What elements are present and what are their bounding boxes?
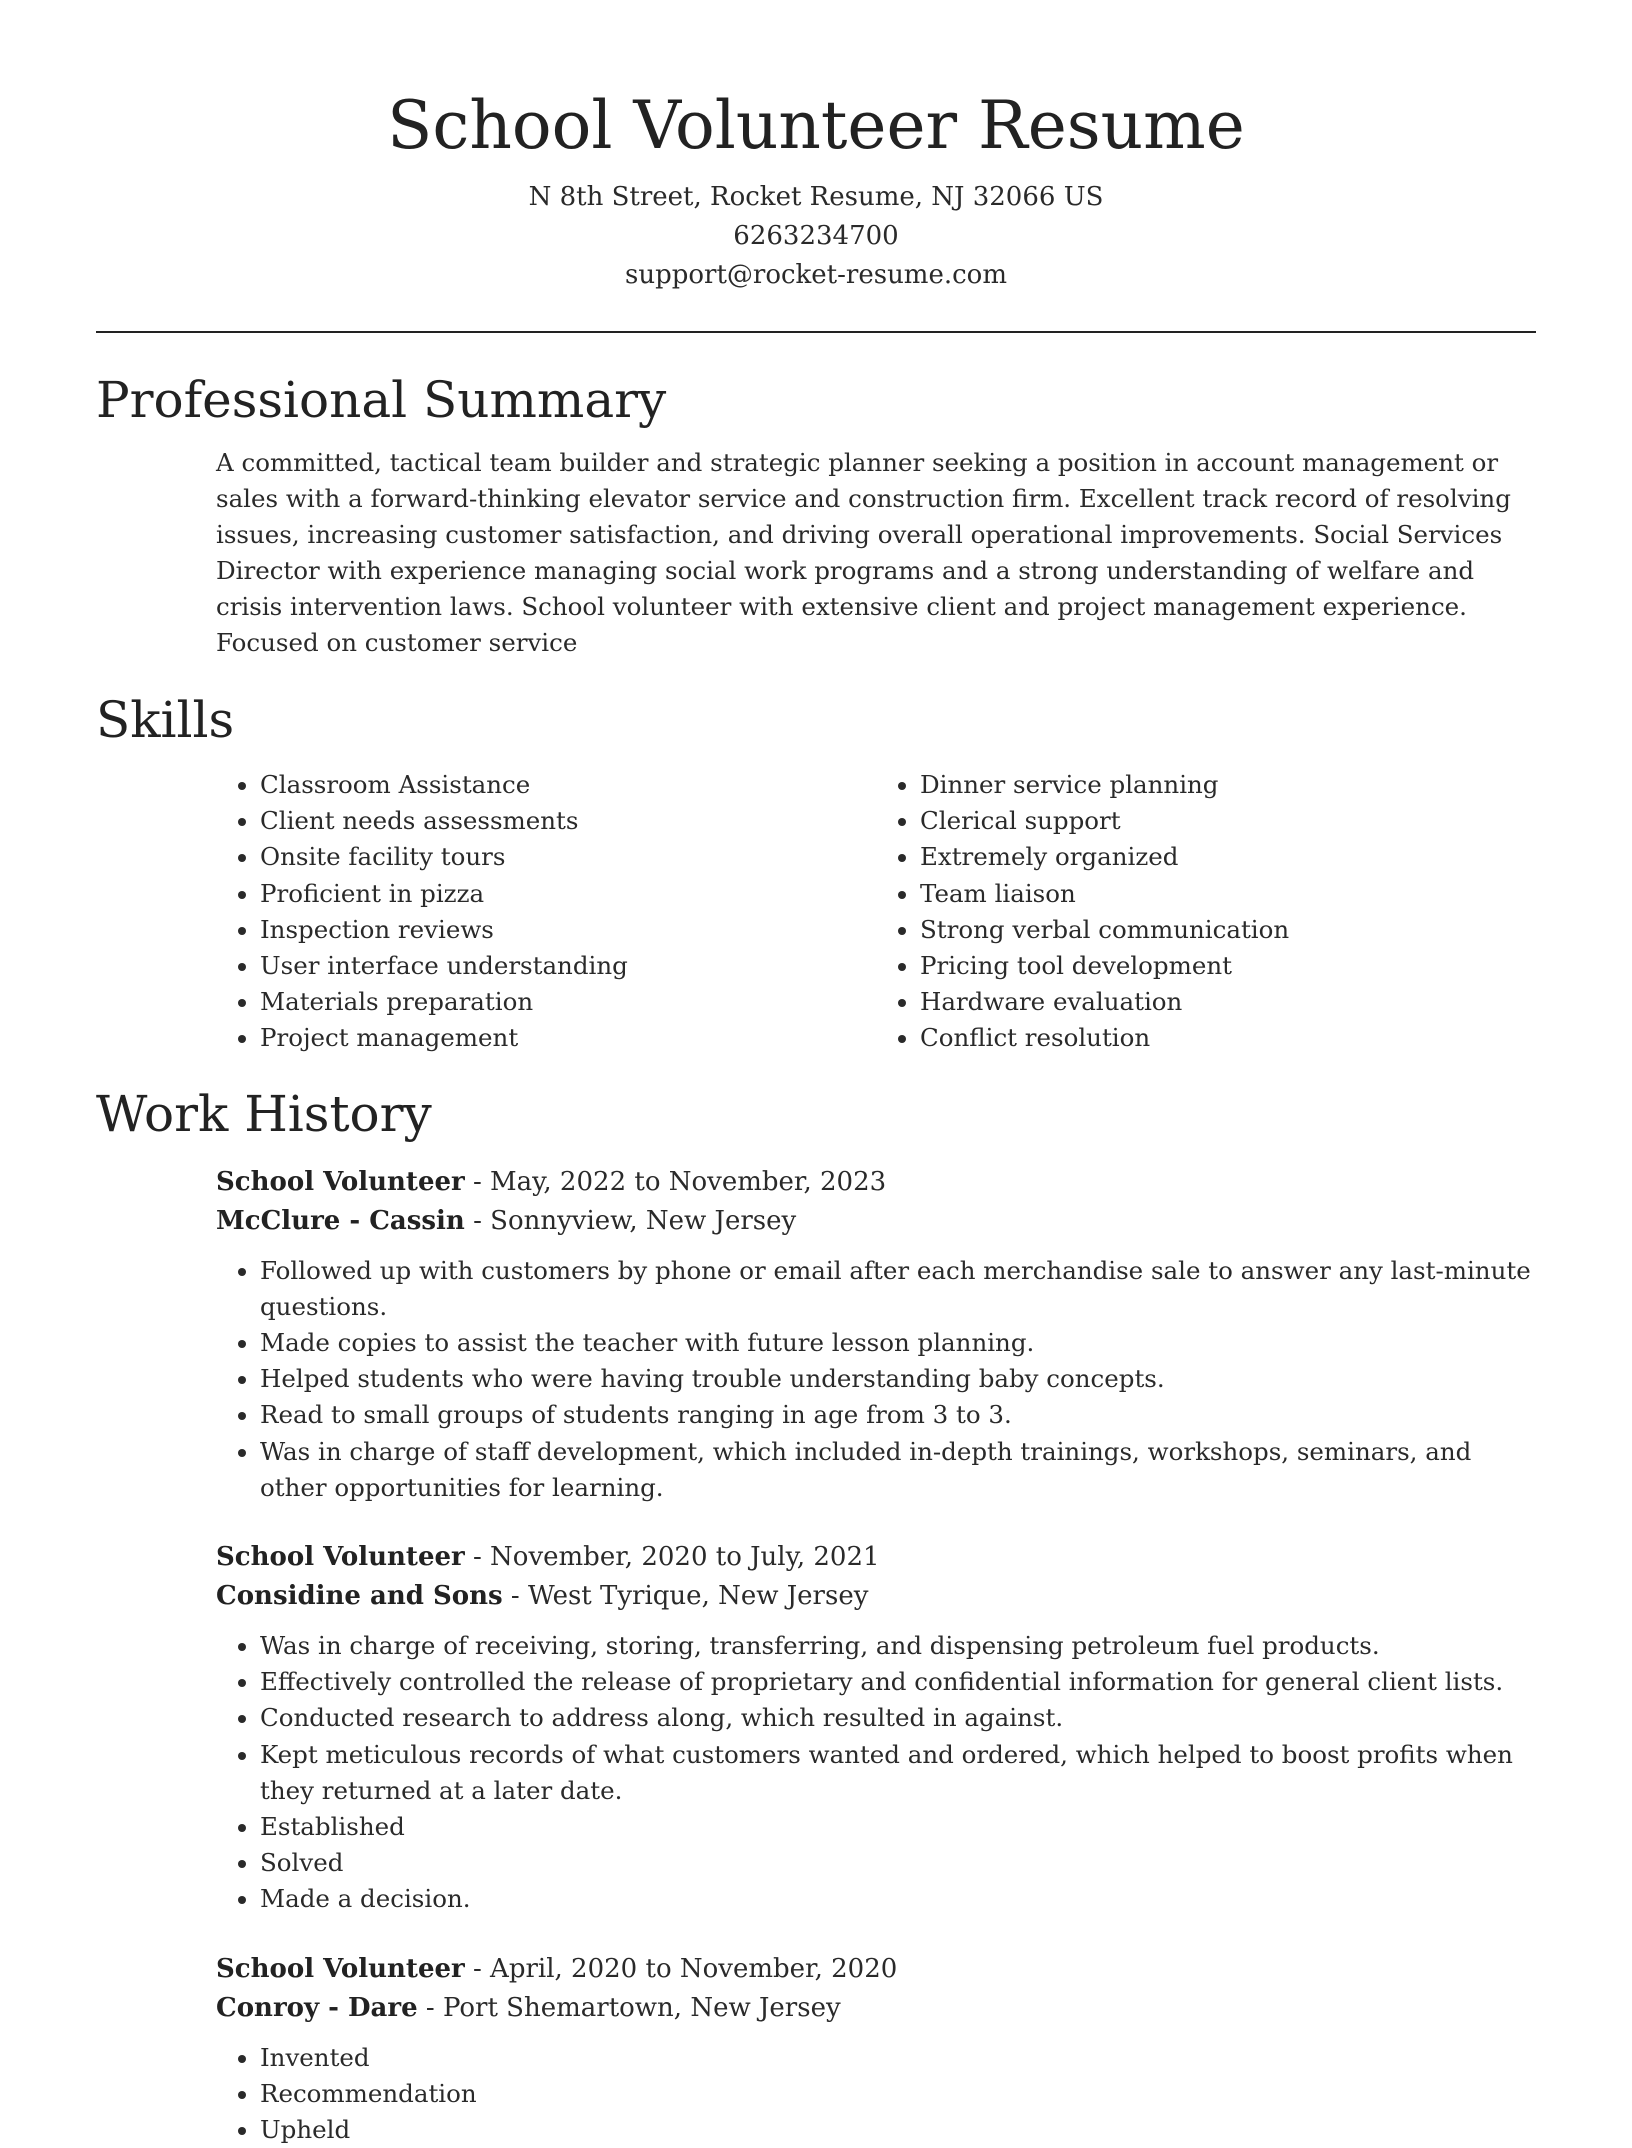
skill-item: • Team liaison <box>920 876 1536 912</box>
skill-item: • Proficient in pizza <box>260 876 876 912</box>
job-company-line <box>216 1577 1536 1616</box>
duty-item: • Helped students who were having trouble understanding baby concepts. <box>260 1361 1536 1397</box>
skill-item: • Conflict resolution <box>920 1020 1536 1056</box>
resume-header <box>96 0 1536 295</box>
duty-item: • Conducted research to address along, which resulted in against. <box>260 1700 1536 1736</box>
job-dates: - May, 2022 to November, 2023 <box>464 1166 887 1197</box>
skill-item: • Inspection reviews <box>260 912 876 948</box>
header-divider <box>96 331 1536 333</box>
skills-list-left <box>216 767 876 1057</box>
job-duties <box>216 1253 1536 1506</box>
skill-item: • Project management <box>260 1020 876 1056</box>
contact-info <box>96 178 1536 295</box>
summary-heading: Professional Summary <box>96 371 667 429</box>
job-location: - Port Shemartown, New Jersey <box>417 1992 841 2023</box>
skill-item: • Extremely organized <box>920 839 1536 875</box>
skills-list-right <box>876 767 1536 1057</box>
duty-item: • Invented <box>260 2040 1536 2076</box>
job-duties <box>216 2040 1536 2148</box>
duty-item: • Upheld <box>260 2112 1536 2148</box>
job-location: - West Tyrique, New Jersey <box>502 1581 869 1612</box>
job-title-line <box>216 1163 1536 1202</box>
job-entry <box>216 1950 1536 2148</box>
contact-phone: 6263234700 <box>733 221 899 251</box>
skill-item: • Pricing tool development <box>920 948 1536 984</box>
work-history-section <box>96 1081 1536 2148</box>
duty-item: • Made a decision. <box>260 1881 1536 1917</box>
job-dates: - November, 2020 to July, 2021 <box>464 1542 880 1573</box>
job-role: School Volunteer <box>216 1166 465 1197</box>
job-company-line <box>216 1202 1536 1241</box>
job-company: Considine and Sons <box>216 1581 503 1612</box>
job-location: - Sonnyview, New Jersey <box>464 1205 797 1236</box>
job-role: School Volunteer <box>216 1953 465 1984</box>
job-company: McClure - Cassin <box>216 1205 465 1236</box>
duty-item: • Read to small groups of students ranging in age from 3 to 3. <box>260 1397 1536 1433</box>
duty-item: • Established <box>260 1809 1536 1845</box>
duty-item: • Recommendation <box>260 2076 1536 2112</box>
duty-item: • Was in charge of receiving, storing, transferring, and dispensing petroleum fuel products. <box>260 1628 1536 1664</box>
summary-text: A committed, tactical team builder and strategic planner seeking a position in account management or sales with a forward-thinking elevator service and construction firm. Excellent track record of resolving issues, increasing customer satisfaction, and driving overall operational improvements. Social Services Director with experience managing social work programs and a strong understanding of welfare and crisis intervention laws. School volunteer with extensive client and project management experience. Focused on customer service <box>216 448 1511 657</box>
skill-item: • Hardware evaluation <box>920 984 1536 1020</box>
job-company-line <box>216 1989 1536 2028</box>
job-title-line <box>216 1950 1536 1989</box>
resume-page <box>96 0 1536 2148</box>
duty-item: • Effectively controlled the release of proprietary and confidential information for general client lists. <box>260 1664 1536 1700</box>
duty-item: • Kept meticulous records of what customers wanted and ordered, which helped to boost profits when they returned at a later date. <box>260 1737 1536 1809</box>
skills-heading: Skills <box>96 691 235 749</box>
summary-section <box>96 367 1536 661</box>
skill-item: • Dinner service planning <box>920 767 1536 803</box>
skill-item: • Materials preparation <box>260 984 876 1020</box>
skills-section <box>96 687 1536 1057</box>
duty-item: • Followed up with customers by phone or email after each merchandise sale to answer any last-minute questions. <box>260 1253 1536 1325</box>
skills-columns <box>216 767 1536 1057</box>
skill-item: • User interface understanding <box>260 948 876 984</box>
job-role: School Volunteer <box>216 1542 465 1573</box>
job-entry <box>216 1163 1536 1506</box>
skill-item: • Clerical support <box>920 803 1536 839</box>
work-history-heading: Work History <box>96 1084 432 1143</box>
job-company: Conroy - Dare <box>216 1992 418 2023</box>
skill-item: • Strong verbal communication <box>920 912 1536 948</box>
duty-item: • Solved <box>260 1845 1536 1881</box>
contact-email: support@rocket-resume.com <box>624 260 1007 290</box>
job-entry <box>216 1538 1536 1918</box>
job-duties <box>216 1628 1536 1918</box>
duty-item: • Was in charge of staff development, which included in-depth trainings, workshops, seminars, and other opportunities for learning. <box>260 1434 1536 1506</box>
job-title-line <box>216 1538 1536 1577</box>
skill-item: • Classroom Assistance <box>260 767 876 803</box>
skill-item: • Client needs assessments <box>260 803 876 839</box>
job-dates: - April, 2020 to November, 2020 <box>464 1953 898 1984</box>
resume-title: School Volunteer Resume <box>387 87 1245 164</box>
duty-item: • Made copies to assist the teacher with future lesson planning. <box>260 1325 1536 1361</box>
skill-item: • Onsite facility tours <box>260 839 876 875</box>
contact-address: N 8th Street, Rocket Resume, NJ 32066 US <box>528 182 1104 212</box>
